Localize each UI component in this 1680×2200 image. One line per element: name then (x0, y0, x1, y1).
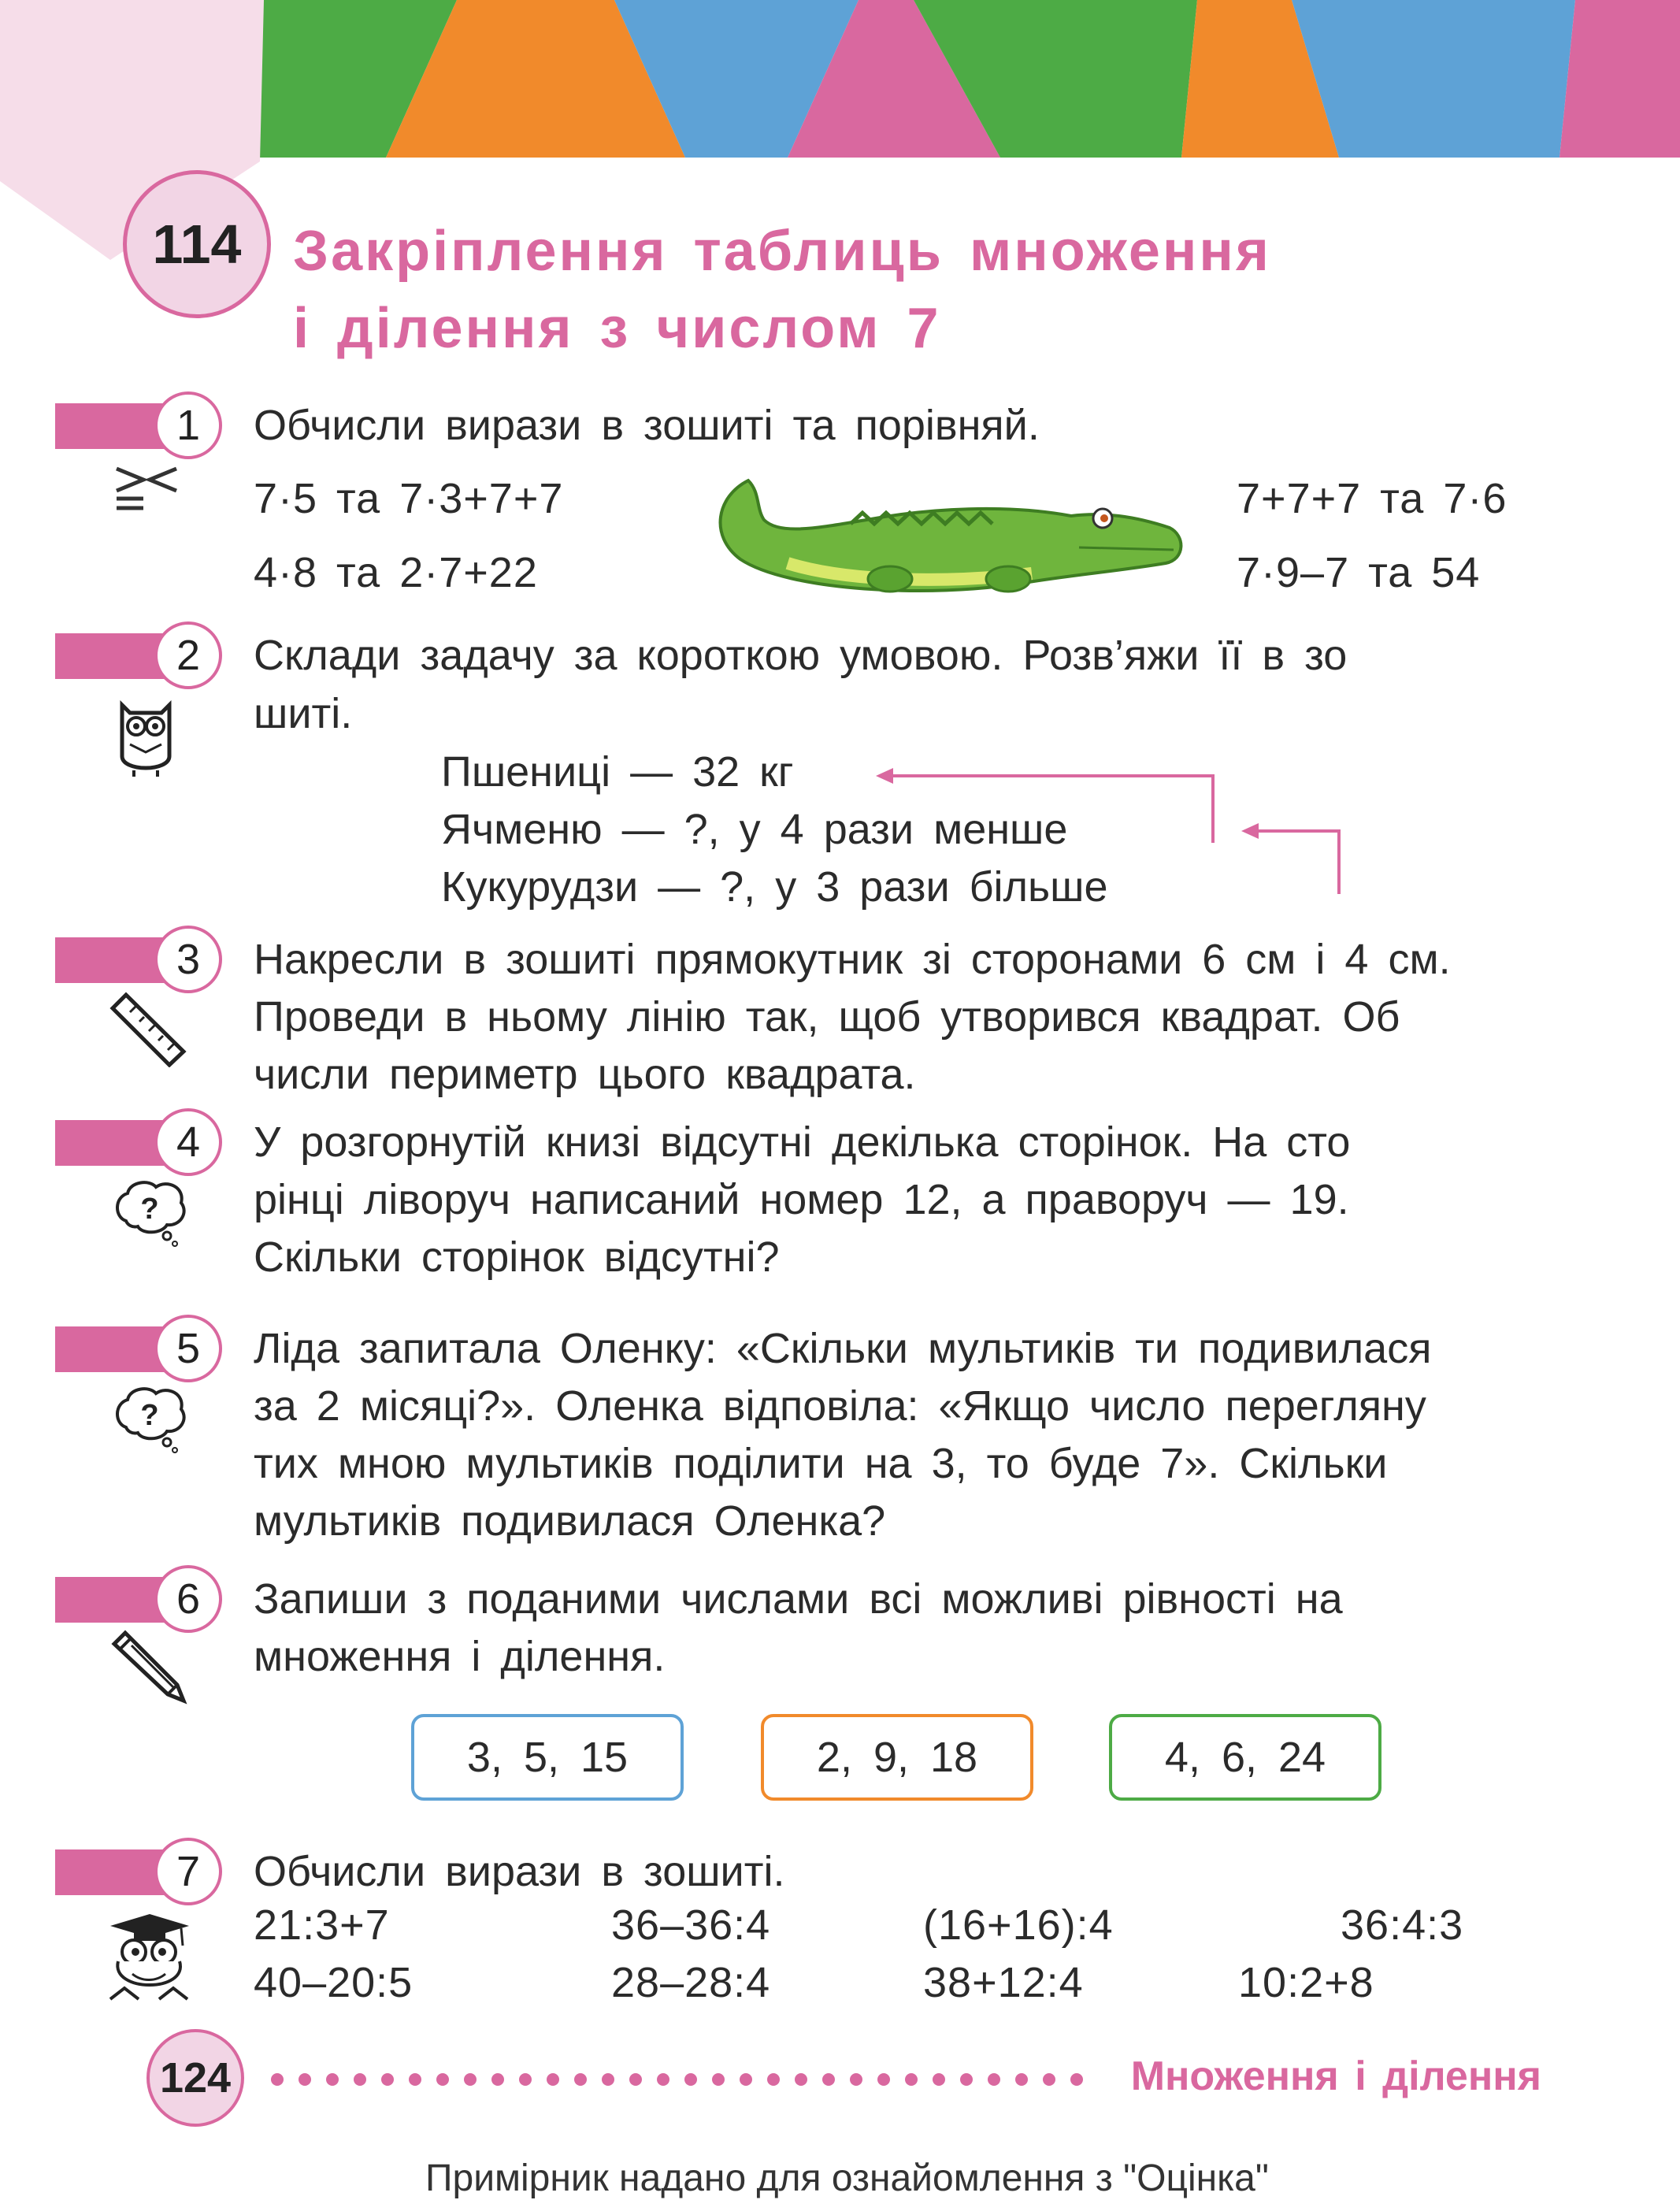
divider-dot (877, 2073, 890, 2086)
task-number-6: 6 (154, 1565, 222, 1633)
divider-dot (767, 2073, 780, 2086)
number-set: 3, 5, 15 (466, 1734, 629, 1781)
divider-dot (574, 2073, 587, 2086)
task3-text-line: Проведи в ньому лінію так, щоб утворився квадрат. Об (254, 993, 1400, 1041)
divider-dot (464, 2073, 477, 2086)
divider-dot (1015, 2073, 1028, 2086)
task4-text-line: Скільки сторінок відсутні? (254, 1234, 780, 1281)
divider-dot (657, 2073, 669, 2086)
svg-text:?: ? (140, 1399, 159, 1432)
pencil-icon (106, 1627, 193, 1705)
divider-dot (299, 2073, 311, 2086)
divider-dot (822, 2073, 835, 2086)
task7-expression: 38+12:4 (923, 1959, 1084, 2006)
divider-dot (905, 2073, 918, 2086)
number-set: 2, 9, 18 (816, 1734, 978, 1781)
divider-dot (629, 2073, 642, 2086)
task7-expression: 10:2+8 (1238, 1959, 1374, 2006)
svg-text:?: ? (140, 1193, 159, 1226)
task2-text-line: шиті. (254, 690, 353, 737)
divider-dot (740, 2073, 752, 2086)
divider-dot (602, 2073, 614, 2086)
lesson-title-line1: Закріплення таблиць множення (293, 220, 1271, 283)
number-set: 4, 6, 24 (1164, 1734, 1326, 1781)
bottom-watermark-text: Примірник надано для ознайомлення з "Оцінка" (425, 2157, 1269, 2199)
divider-dot (960, 2073, 973, 2086)
task7-expression: 36–36:4 (611, 1901, 771, 1949)
task4-text-line: У розгорнутій книзі відсутні декілька сторінок. На сто (254, 1119, 1351, 1166)
task5-text-line: за 2 місяці?». Оленка відповіла: «Якщо число перегляну (254, 1382, 1426, 1430)
divider-dot (684, 2073, 697, 2086)
task1-expression: 7·9–7 та 54 (1237, 549, 1481, 596)
divider-dot (850, 2073, 862, 2086)
task7-expression: 40–20:5 (254, 1959, 414, 2006)
task5-text-line: Ліда запитала Оленку: «Скільки мультиків ти подивилася (254, 1325, 1432, 1372)
owl-icon (110, 693, 181, 780)
divider-dot (491, 2073, 504, 2086)
task7-expression: 21:3+7 (254, 1901, 390, 1949)
task6-text-line: множення і ділення. (254, 1633, 666, 1680)
task3-text-line: числи периметр цього квадрата. (254, 1051, 916, 1098)
task7-expression: 36:4:3 (1341, 1901, 1464, 1949)
divider-dot (326, 2073, 339, 2086)
number-set-box (761, 1714, 1033, 1801)
relation-arrows (866, 756, 1355, 898)
task5-text-line: мультиків подивилася Оленка? (254, 1497, 886, 1545)
task4-text-line: рінці ліворуч написаний номер 12, а праворуч — 19. (254, 1176, 1349, 1223)
task2-text-line: Склади задачу за короткою умовою. Розв’яжи її в зо (254, 632, 1348, 679)
task1-expression: 4·8 та 2·7+22 (254, 549, 538, 596)
divider-dot (381, 2073, 394, 2086)
page-number-badge (146, 2029, 244, 2127)
question-bubble-icon (110, 1384, 189, 1455)
task2-condition: Кукурудзи — ?, у 3 рази більше (441, 863, 1108, 911)
lesson-number: 114 (152, 213, 242, 275)
task-number-3: 3 (154, 926, 222, 993)
divider-dot (436, 2073, 449, 2086)
divider-dot (795, 2073, 807, 2086)
divider-dot (1070, 2073, 1083, 2086)
number-set-box (1109, 1714, 1381, 1801)
divider-dot (712, 2073, 725, 2086)
task-number-2: 2 (154, 621, 222, 689)
task7-text: Обчисли вирази в зошиті. (254, 1848, 785, 1895)
task-number-7: 7 (154, 1838, 222, 1905)
frog-graduate-icon (95, 1906, 197, 2009)
dotted-divider (268, 2064, 1095, 2095)
task1-text: Обчисли вирази в зошиті та порівняй. (254, 402, 1040, 449)
number-set-box (411, 1714, 684, 1801)
task2-condition: Ячменю — ?, у 4 рази менше (441, 806, 1068, 853)
question-bubble-icon (110, 1178, 189, 1248)
crocodile-illustration (693, 473, 1189, 607)
task5-text-line: тих мною мультиків поділити на 3, то буде 7». Скільки (254, 1440, 1388, 1487)
task3-text-line: Накресли в зошиті прямокутник зі сторонами 6 см і 4 см. (254, 936, 1451, 983)
task-number-4: 4 (154, 1108, 222, 1176)
task7-expression: (16+16):4 (923, 1901, 1114, 1949)
compare-signs-icon (110, 461, 181, 516)
divider-dot (409, 2073, 421, 2086)
task1-expression: 7·5 та 7·3+7+7 (254, 475, 564, 522)
task7-expression: 28–28:4 (611, 1959, 771, 2006)
task2-condition: Пшениці — 32 кг (441, 748, 794, 796)
task-number-1: 1 (154, 391, 222, 459)
divider-dot (547, 2073, 559, 2086)
divider-dot (988, 2073, 1000, 2086)
lesson-title-line2: і ділення з числом 7 (293, 297, 941, 360)
task-number-5: 5 (154, 1315, 222, 1382)
section-title: Множення і ділення (1130, 2053, 1541, 2099)
ruler-icon (106, 989, 189, 1067)
page-number: 124 (159, 2054, 232, 2102)
divider-dot (1043, 2073, 1055, 2086)
task1-expression: 7+7+7 та 7·6 (1237, 475, 1508, 522)
divider-dot (354, 2073, 366, 2086)
divider-dot (271, 2073, 284, 2086)
divider-dot (519, 2073, 532, 2086)
task6-text-line: Запиши з поданими числами всі можливі рівності на (254, 1575, 1343, 1623)
lesson-number-badge (123, 170, 271, 318)
divider-dot (933, 2073, 945, 2086)
